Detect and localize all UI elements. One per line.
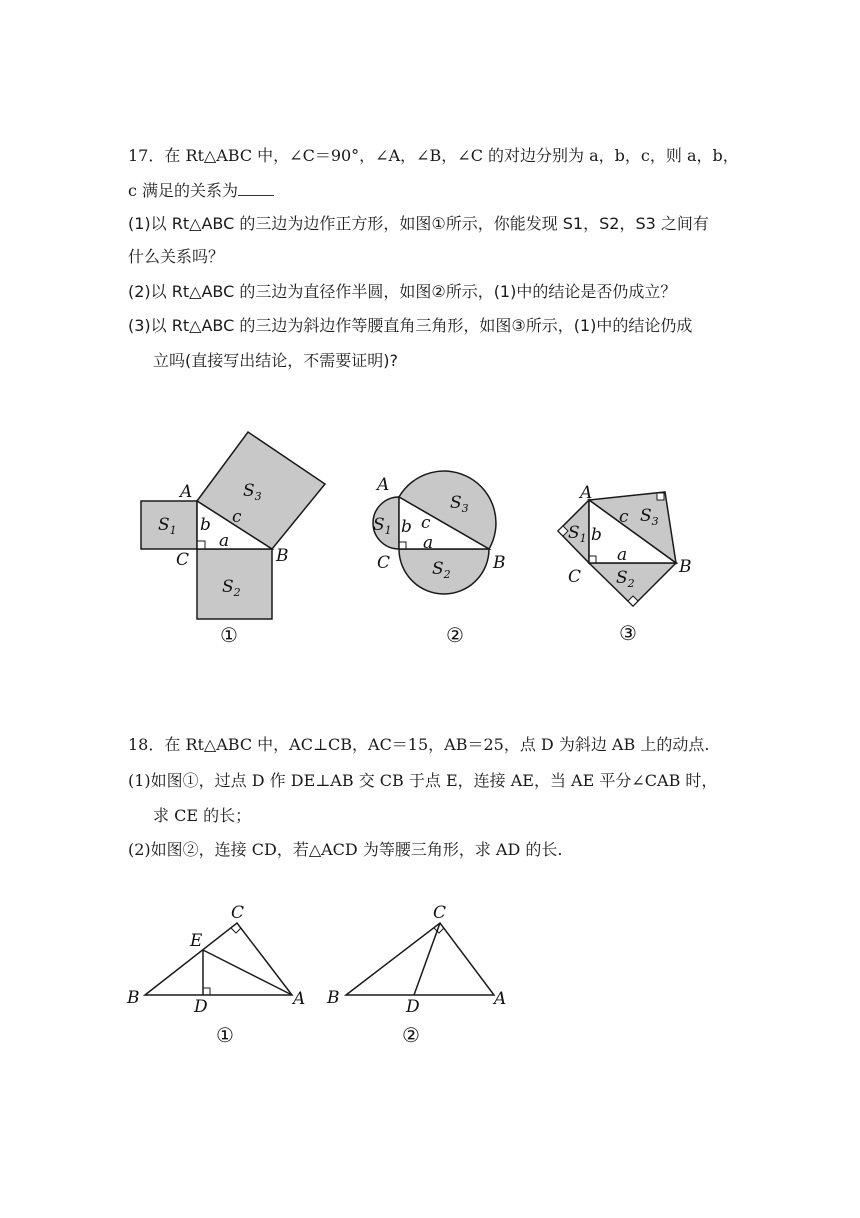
s-letter: S (640, 506, 652, 526)
figure-label-1: ① (220, 623, 238, 647)
label-C: C (176, 550, 190, 570)
label-B: B (327, 988, 340, 1008)
label-C: C (231, 903, 245, 923)
label-E: E (190, 931, 203, 951)
label-B: B (493, 553, 506, 573)
q18-figure-2 (346, 923, 494, 995)
label-B: B (276, 546, 289, 566)
label-A: A (377, 475, 390, 495)
q17-part3a: (3)以 Rt△ABC 的三边为斜边作等腰直角三角形，如图③所示，(1)中的结论仍成 (128, 316, 693, 335)
s-letter: S (568, 523, 580, 543)
label-c: c (421, 513, 431, 533)
s-subscript: 2 (233, 586, 241, 599)
s-letter: S (450, 493, 462, 513)
figure-label-3: ③ (619, 621, 637, 645)
s-letter: S (432, 559, 444, 579)
figure-label-2: ② (446, 623, 464, 647)
label-b: b (401, 517, 412, 537)
q17-line1: 17．在 Rt△ABC 中，∠C＝90°，∠A，∠B，∠C 的对边分别为 a，b，c，则 a，b， (128, 146, 739, 165)
label-B: B (127, 988, 140, 1008)
s-letter: S (243, 481, 255, 501)
q18-figure-1 (145, 923, 292, 995)
label-A: A (293, 989, 306, 1009)
s-subscript: 1 (169, 524, 177, 537)
s-letter: S (222, 577, 234, 597)
s-letter: S (616, 568, 628, 588)
label-b: b (591, 525, 602, 545)
triangle-abc (346, 923, 494, 995)
s-subscript: 2 (443, 568, 451, 581)
segment-ae (203, 950, 292, 995)
q18-line1: 18．在 Rt△ABC 中，AC⊥CB，AC＝15，AB＝25，点 D 为斜边 AB 上的动点. (128, 735, 710, 754)
label-A: A (494, 989, 507, 1009)
s-letter: S (158, 515, 170, 535)
right-angle-mark-c (231, 928, 241, 933)
figure-label-2: ② (402, 1023, 420, 1047)
s-subscript: 1 (384, 524, 392, 537)
label-a: a (423, 533, 434, 553)
q17-line2-text: c 满足的关系为 (128, 181, 239, 200)
label-A: A (180, 482, 193, 502)
s-subscript: 2 (627, 577, 635, 590)
label-D: D (194, 997, 208, 1017)
q17-part2: (2)以 Rt△ABC 的三边为直径作半圆，如图②所示，(1)中的结论是否仍成立？ (128, 282, 677, 301)
q17-part1b: 什么关系吗？ (128, 247, 225, 266)
label-C: C (433, 903, 447, 923)
s-subscript: 3 (651, 515, 659, 528)
figure-label-1: ① (216, 1023, 234, 1047)
s-subscript: 3 (254, 490, 262, 503)
q18-part2: (2)如图②，连接 CD，若△ACD 为等腰三角形，求 AD 的长. (128, 840, 563, 859)
q18-part1a: (1)如图①，过点 D 作 DE⊥AB 交 CB 于点 E，连接 AE，当 AE 平分∠CAB 时， (128, 771, 718, 790)
label-A: A (580, 483, 593, 503)
q17-part3b: 立吗(直接写出结论，不需要证明)? (153, 351, 398, 370)
label-C: C (377, 553, 391, 573)
label-c: c (619, 507, 629, 527)
right-angle-mark-d (203, 988, 210, 995)
right-angle-mark-c (434, 928, 444, 933)
label-B: B (679, 557, 692, 577)
q18-part1b: 求 CE 的长； (153, 806, 252, 825)
right-angle-mark-s3 (657, 493, 664, 500)
q17-part1a: (1)以 Rt△ABC 的三边为边作正方形，如图①所示，你能发现 S1，S2，S3 之间有 (128, 214, 709, 233)
square-s2 (197, 549, 272, 619)
label-a: a (617, 545, 628, 565)
label-b: b (200, 515, 211, 535)
label-a: a (219, 531, 230, 551)
label-C: C (568, 567, 582, 587)
s-subscript: 1 (579, 532, 587, 545)
s-letter: S (373, 515, 385, 535)
label-D: D (406, 997, 420, 1017)
label-c: c (232, 507, 242, 527)
s-subscript: 3 (461, 502, 469, 515)
